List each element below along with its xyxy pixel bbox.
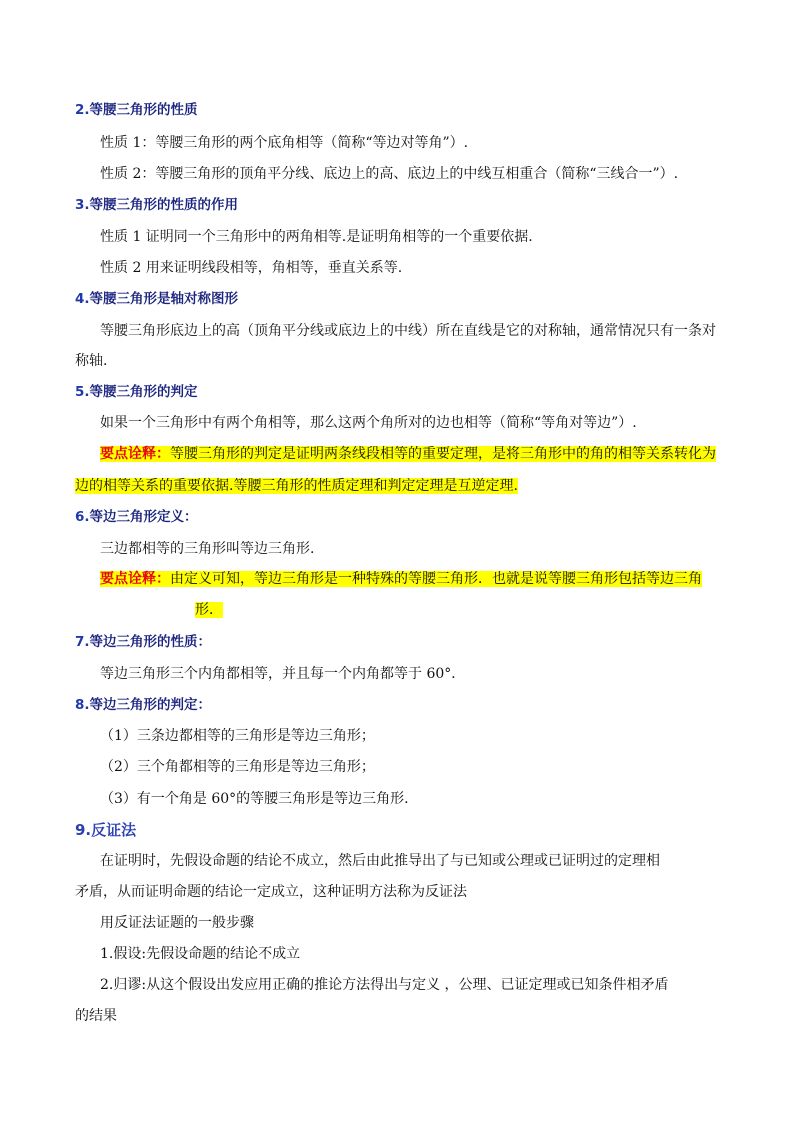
list-item: （2）三个角都相等的三角形是等边三角形； [100,759,375,775]
section-9-paragraph-line-2: 矛盾，从而证明命题的结论一定成立，这种证明方法称为反证法 [75,884,467,900]
section-5-paragraph: 如果一个三角形中有两个角相等，那么这两个角所对的边也相等（简称“等角对等边”）. [100,415,637,431]
section-5-heading: 5.等腰三角形的判定 [75,384,198,400]
section-7-heading: 7.等边三角形的性质： [75,634,212,650]
section-4-paragraph-line-1: 等腰三角形底边上的高（顶角平分线或底边上的中线）所在直线是它的对称轴，通常情况只有一条对 [100,323,716,339]
section-4-heading: 4.等腰三角形是轴对称图形 [75,291,239,307]
section-3-heading: 3.等腰三角形的性质的作用 [75,197,239,213]
note-keyword: 要点诠释： [100,571,170,587]
note-keyword: 要点诠释： [100,446,170,462]
section-6-note-line-1: 要点诠释：由定义可知，等边三角形是一种特殊的等腰三角形．也就是说等腰三角形包括等边三角 [100,571,702,587]
section-9-heading: 9.反证法 [75,821,137,839]
section-2-heading: 2.等腰三角形的性质 [75,102,198,118]
section-9-step-2-line-1: 2.归谬:从这个假设出发应用正确的推论方法得出与定义 ，公理、已证定理或已知条件相矛盾 [100,977,669,993]
section-6-note-line-2: 形． [195,602,223,618]
section-7-paragraph: 等边三角形三个内角都相等，并且每一个内角都等于 60°． [100,666,466,682]
section-2-property-2: 性质 2：等腰三角形的顶角平分线、底边上的高、底边上的中线互相重合（简称“三线合一”）. [100,166,679,182]
section-6-heading: 6.等边三角形定义： [75,509,198,525]
section-2-property-1: 性质 1：等腰三角形的两个底角相等（简称“等边对等角”）. [100,135,469,151]
section-9-paragraph-line-1: 在证明时，先假设命题的结论不成立，然后由此推导出了与已知或公理或已证明过的定理相 [100,853,660,869]
section-9-step-1: 1.假设:先假设命题的结论不成立 [100,946,301,962]
section-9-steps-intro: 用反证法证题的一般步骤 [100,915,254,931]
section-9-step-2-line-2: 的结果 [75,1008,117,1024]
section-8-heading: 8.等边三角形的判定： [75,697,212,713]
section-3-property-1: 性质 1 证明同一个三角形中的两角相等.是证明角相等的一个重要依据. [100,229,533,245]
section-6-definition: 三边都相等的三角形叫等边三角形. [100,541,315,557]
list-item: （1）三条边都相等的三角形是等边三角形； [100,728,375,744]
section-4-paragraph-line-2: 称轴. [75,353,108,369]
section-5-note-line-2: 边的相等关系的重要依据.等腰三角形的性质定理和判定定理是互逆定理. [75,478,518,494]
section-3-property-2: 性质 2 用来证明线段相等，角相等，垂直关系等. [100,260,403,276]
list-item: （3）有一个角是 60°的等腰三角形是等边三角形. [100,791,409,807]
section-5-note-line-1: 要点诠释：等腰三角形的判定是证明两条线段相等的重要定理，是将三角形中的角的相等关系转化为 [100,446,716,462]
